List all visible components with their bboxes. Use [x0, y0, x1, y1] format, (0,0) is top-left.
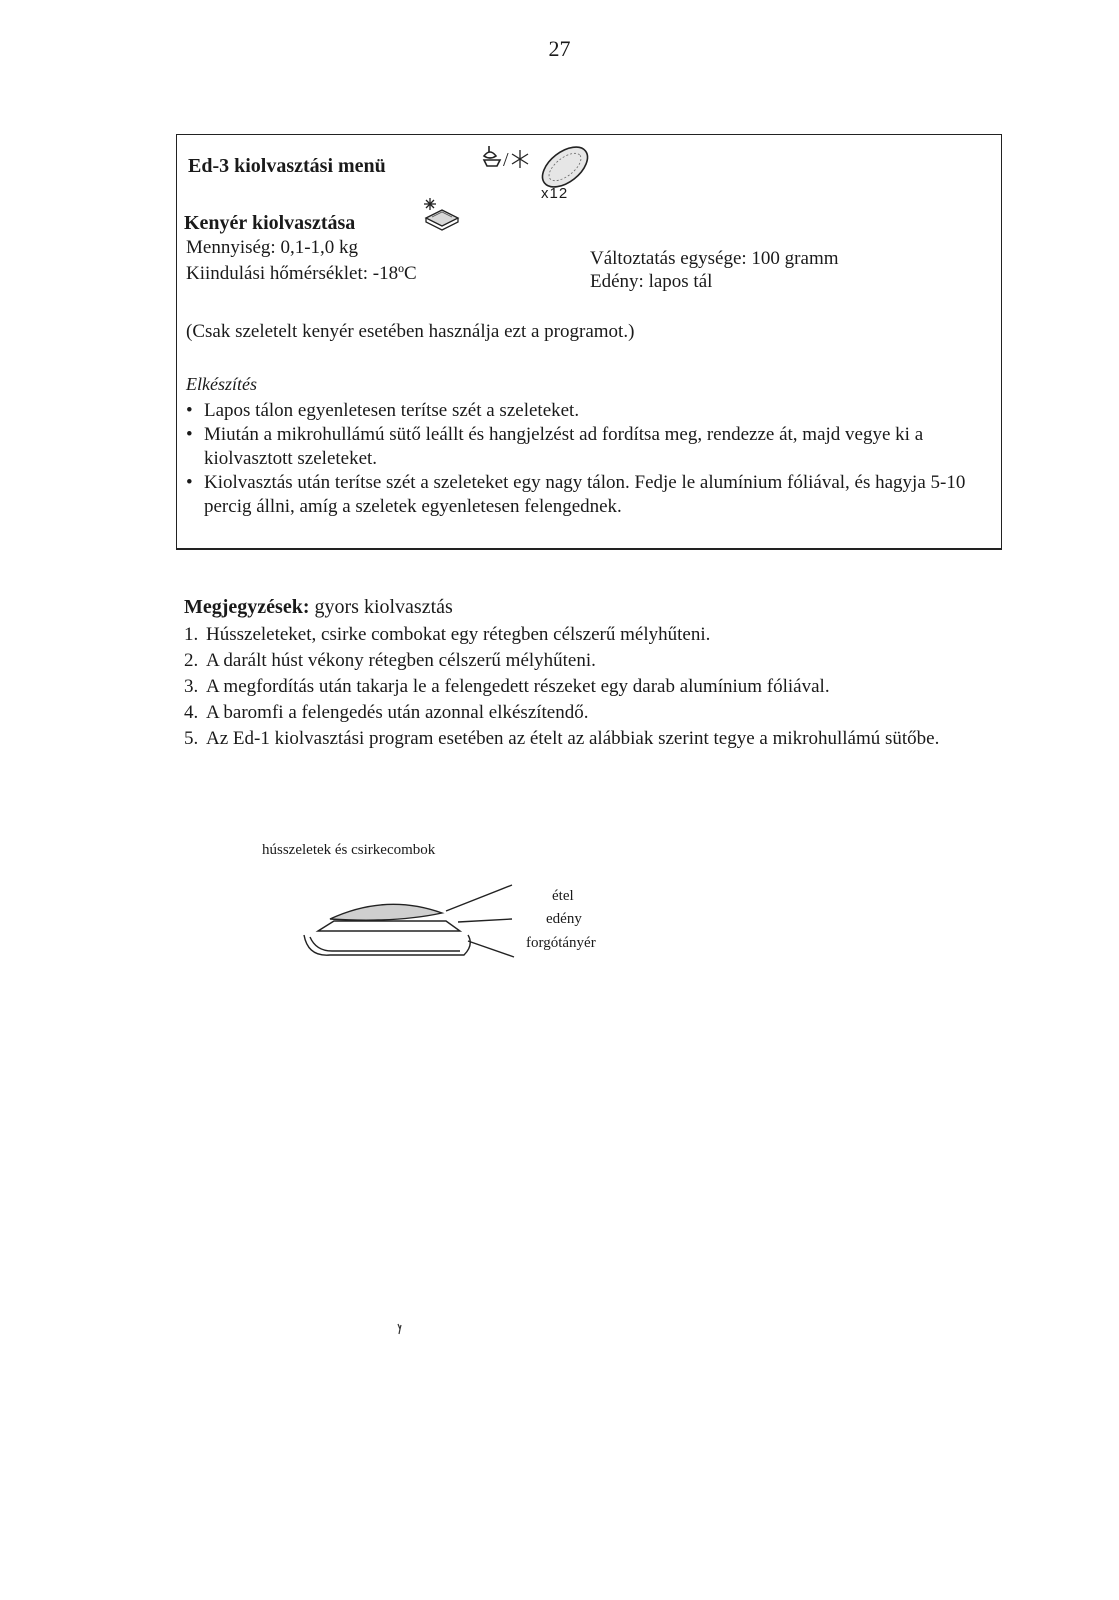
step-unit: Változtatás egysége: 100 gramm — [590, 248, 839, 269]
label-food: étel — [552, 888, 574, 904]
notes-heading-rest: gyors kiolvasztás — [309, 596, 453, 618]
list-text: Az Ed-1 kiolvasztási program esetében az ételt az alábbiak szerint tegye a mikrohullámú sütőbe. — [206, 728, 940, 749]
scan-speck-mark — [396, 1322, 404, 1336]
snowflake-icon — [512, 150, 528, 168]
notes-list — [184, 622, 994, 752]
menu-title: Ed-3 kiolvasztási menü — [188, 155, 386, 177]
list-number: 4. — [184, 702, 199, 723]
list-item — [184, 726, 994, 752]
diagram-caption: hússzeletek és csirkecombok — [262, 842, 436, 858]
label-turntable: forgótányér — [526, 935, 596, 951]
list-item — [184, 700, 994, 726]
list-text: A darált húst vékony rétegben célszerű mélyhűteni. — [206, 650, 596, 671]
food-shape — [330, 904, 442, 920]
list-text: A baromfi a felengedés után azonnal elkészítendő. — [206, 702, 589, 723]
list-number: 5. — [184, 728, 199, 749]
list-text: A megfordítás után takarja le a felengedett részeket egy darab alumínium fóliával. — [206, 676, 830, 697]
defrost-icon-group — [480, 140, 600, 202]
page-number: 27 — [548, 36, 571, 61]
turntable-diagram — [296, 875, 536, 975]
preparation-title: Elkészítés — [186, 374, 257, 394]
turntable-shape — [304, 935, 470, 955]
dish-type: Edény: lapos tál — [590, 271, 713, 292]
list-number: 1. — [184, 624, 199, 645]
list-item: • Miután a mikrohullámú sütő leállt és hangjelzést ad fordítsa meg, rendezze át, majd vegye ki a kiolvasztott szeleteket. — [186, 423, 996, 471]
list-item — [184, 648, 994, 674]
start-temperature: Kiindulási hőmérséklet: -18ºC — [186, 263, 417, 284]
bread-icon — [418, 196, 462, 232]
dish-shape — [318, 921, 460, 931]
list-item: • Lapos tálon egyenletesen terítse szét a szeleteket. — [186, 399, 996, 423]
list-item — [184, 622, 994, 648]
quantity: Mennyiség: 0,1-1,0 kg — [186, 237, 359, 258]
notes-heading-bold: Megjegyzések: — [184, 596, 310, 618]
defrost-icon — [484, 146, 500, 166]
notes-heading — [184, 596, 453, 619]
list-text: Hússzeleteket, csirke combokat egy rétegben célszerű mélyhűteni. — [206, 624, 711, 645]
multiplier-label: x12 — [541, 185, 569, 202]
list-number: 3. — [184, 676, 199, 697]
program-title: Kenyér kiolvasztása — [184, 212, 356, 234]
preparation-list — [186, 399, 996, 519]
list-number: 2. — [184, 650, 199, 671]
list-item — [184, 674, 994, 700]
label-dish: edény — [546, 911, 582, 927]
slash-separator: / — [503, 149, 509, 171]
program-note: (Csak szeletelt kenyér esetében használja ezt a programot.) — [186, 321, 635, 342]
list-item: • Kiolvasztás után terítse szét a szeleteket egy nagy tálon. Fedje le alumínium fóliával, és hagyja 5-10 percig állni, amíg a szeletek egyenletesen felengednek. — [186, 471, 996, 519]
